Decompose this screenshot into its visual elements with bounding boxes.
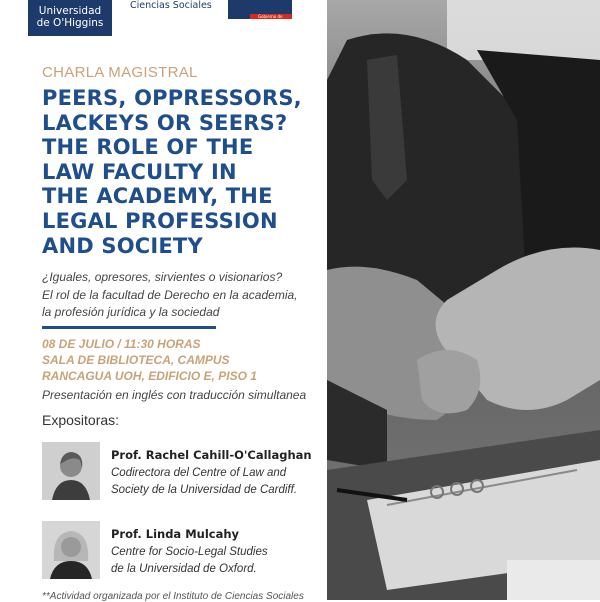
subtitle-line: ¿Iguales, opresores, sirvientes o visionarios? bbox=[42, 270, 283, 284]
speaker-affiliation bbox=[111, 465, 326, 498]
event-type: CHARLA MAGISTRAL bbox=[42, 64, 198, 81]
speaker-portrait bbox=[42, 442, 100, 500]
university-name-line1: Universidad bbox=[38, 5, 102, 17]
speaker-affiliation bbox=[111, 544, 326, 577]
university-name-line2: de O'Higgins bbox=[36, 17, 104, 29]
affiliation-line: Society de la Universidad de Cardiff. bbox=[111, 483, 298, 496]
subtitle-line: El rol de la facultad de Derecho en la academia, bbox=[42, 287, 298, 302]
university-logo bbox=[28, 0, 112, 36]
speakers-heading: Expositoras: bbox=[42, 412, 120, 428]
affiliation-line: de la Universidad de Oxford. bbox=[111, 562, 257, 575]
title-line: THE ROLE OF THE bbox=[42, 135, 254, 160]
affiliation-line: Centre for Socio-Legal Studies bbox=[111, 546, 268, 558]
event-subtitle bbox=[42, 269, 327, 322]
event-location-line: RANCAGUA UOH, EDIFICIO E, PISO 1 bbox=[42, 369, 257, 383]
title-line: THE ACADEMY, THE bbox=[42, 184, 273, 209]
event-location-line: SALA DE BIBLIOTECA, CAMPUS bbox=[42, 353, 230, 367]
title-line: LEGAL PROFESSION bbox=[42, 208, 278, 233]
government-logo bbox=[228, 0, 292, 24]
subtitle-line: la profesión jurídica y la sociedad bbox=[42, 305, 220, 319]
divider bbox=[42, 326, 216, 329]
event-title bbox=[42, 86, 327, 258]
faculty-name: Ciencias Sociales bbox=[130, 0, 212, 11]
event-date-time: 08 DE JULIO / 11:30 HORAS bbox=[42, 337, 201, 351]
handshake-photo bbox=[327, 0, 600, 600]
speaker-name: Prof. Rachel Cahill-O'Callaghan bbox=[111, 448, 312, 462]
title-line: AND SOCIETY bbox=[42, 233, 203, 258]
title-line: LAW FACULTY IN bbox=[42, 159, 237, 184]
flag-blue-block bbox=[228, 14, 250, 19]
government-name: Gobierno de Chile bbox=[258, 14, 283, 24]
organizer-footnote: **Actividad organizada por el Instituto de Ciencias Sociales bbox=[42, 591, 304, 602]
speaker-portrait bbox=[42, 521, 100, 579]
language-note: Presentación en inglés con traducción simultanea bbox=[42, 388, 307, 402]
title-line: LACKEYS OR SEERS? bbox=[42, 110, 288, 135]
title-line: PEERS, OPPRESSORS, bbox=[42, 86, 302, 110]
affiliation-line: Codirectora del Centre of Law and bbox=[111, 467, 287, 479]
speaker-name: Prof. Linda Mulcahy bbox=[111, 527, 240, 541]
event-details bbox=[42, 336, 327, 384]
